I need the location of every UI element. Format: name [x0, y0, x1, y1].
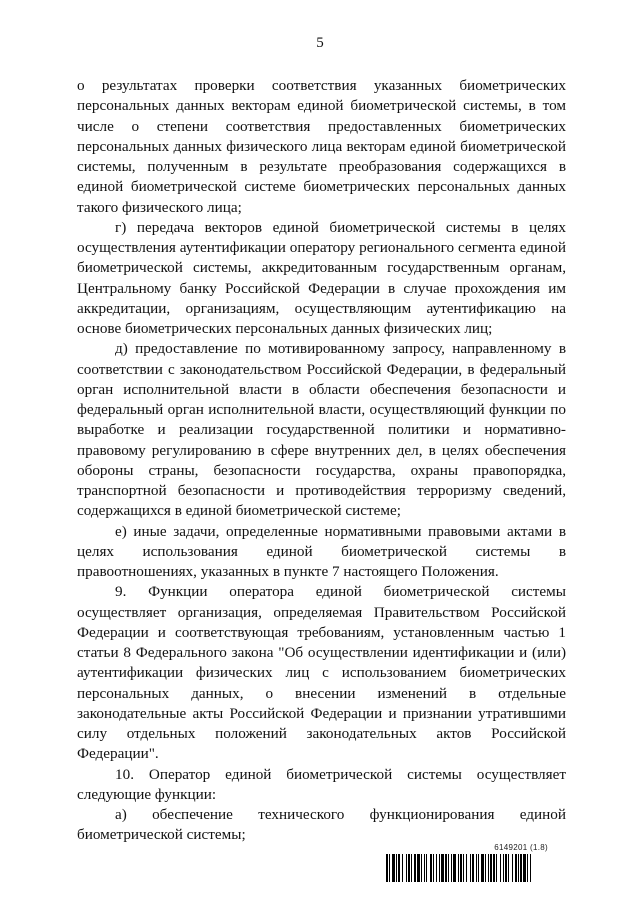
barcode-bar [406, 854, 407, 882]
barcode-bar [523, 854, 526, 882]
paragraph-continuation: о результатах проверки соответствия указанных биометрических персональных данных векторам единой биометрической системы, в том числе о степени соответствия предоставленных биометрических персональных данных физического лица векторам единой биометрической системы, полученным в результате преобразования содержащихся в единой биометрической системе биометрических персональных данных такого физического лица; [77, 77, 566, 216]
barcode-bar [430, 854, 432, 882]
barcode-bar [448, 854, 449, 882]
barcode-bar [411, 854, 412, 882]
barcode-bar [392, 854, 395, 882]
barcode-bar [505, 854, 507, 882]
paragraph-clause-9: 9. Функции оператора единой биометрической системы осуществляет организация, определяемая Правительством Российской Федерации и соответствующая требованиям, установленным частью 1 статьи 8 Федерального закона "Об осуществлении идентификации и (или) аутентификации физических лиц с использованием биометрических персональных данных, о внесении изменений в отдельные законодательные акты Российской Федерации и признании утратившими силу отдельных положений законодательных актов Российской Федерации". [77, 583, 566, 763]
barcode-bar [515, 854, 517, 882]
barcode-bar [433, 854, 434, 882]
barcode-bar [530, 854, 531, 882]
barcode-bar [518, 854, 519, 882]
barcode-bar [481, 854, 484, 882]
barcode-bar [436, 854, 437, 882]
barcode-bar [402, 854, 403, 882]
barcode-bar [466, 854, 467, 882]
barcode-bar [386, 854, 388, 882]
barcode-bar [460, 854, 462, 882]
barcode-bar [408, 854, 410, 882]
barcode-bar [421, 854, 422, 882]
barcode-icon [386, 854, 566, 882]
paragraph-item-g: г) передача векторов единой биометрической системы в целях осуществления аутентификации оператору регионального сегмента единой биометрической системы, аккредитованным государственным органам, Центральному банку Российской Федерации в случае прохождения им аккредитации, организациям, осуществляющим аутентификацию на основе биометрических персональных данных физических лиц; [77, 218, 566, 337]
barcode-bar [398, 854, 400, 882]
barcode-bar [441, 854, 444, 882]
barcode-bar [476, 854, 477, 882]
paragraph-clause-10: 10. Оператор единой биометрической системы осуществляет следующие функции: [77, 765, 566, 803]
barcode-bar [493, 854, 495, 882]
barcode-bar [470, 854, 471, 882]
barcode-bar [488, 854, 489, 882]
barcode-bar [496, 854, 497, 882]
barcode-bar [453, 854, 456, 882]
barcode-bar [472, 854, 474, 882]
barcode-block [386, 843, 566, 882]
paragraph-item-d: д) предоставление по мотивированному запросу, направленному в соответствии с законодательством Российской Федерации, в федеральный орган исполнительной власти в области обеспечения безопасности и федеральный орган исполнительной власти, осуществляющий функции по выработке и реализации государственной политики и нормативно-правовому регулированию в сфере внутренних дел, в целях обеспечения обороны страны, безопасности государства, охраны правопорядка, транспортной безопасности и противодействия терроризму сведений, содержащихся в единой биометрической системе; [77, 340, 566, 520]
barcode-bar [424, 854, 425, 882]
barcode-bar [500, 854, 501, 882]
barcode-bar [417, 854, 420, 882]
barcode-bar [451, 854, 452, 882]
barcode-bar [439, 854, 440, 882]
barcode-bar [414, 854, 416, 882]
barcode-bar [478, 854, 479, 882]
barcode-bar [512, 854, 513, 882]
barcode-bar [503, 854, 504, 882]
document-body [77, 76, 566, 846]
barcode-bar [389, 854, 390, 882]
barcode-bar [508, 854, 509, 882]
barcode-code: 6149201 (1.8) [494, 843, 548, 852]
barcode-bar [527, 854, 528, 882]
barcode-bar [490, 854, 492, 882]
page-number: 5 [316, 35, 324, 51]
barcode-bar [426, 854, 427, 882]
barcode-bar [445, 854, 447, 882]
paragraph-item-a: а) обеспечение технического функционирования единой биометрической системы; [77, 806, 566, 844]
barcode-bar [458, 854, 459, 882]
barcode-bar [463, 854, 464, 882]
paragraph-item-e: е) иные задачи, определенные нормативными правовыми актами в целях использования единой биометрической системы в правоотношениях, указанных в пункте 7 настоящего Положения. [77, 522, 566, 580]
barcode-bar [520, 854, 522, 882]
barcode-bar [485, 854, 486, 882]
barcode-bar [396, 854, 397, 882]
